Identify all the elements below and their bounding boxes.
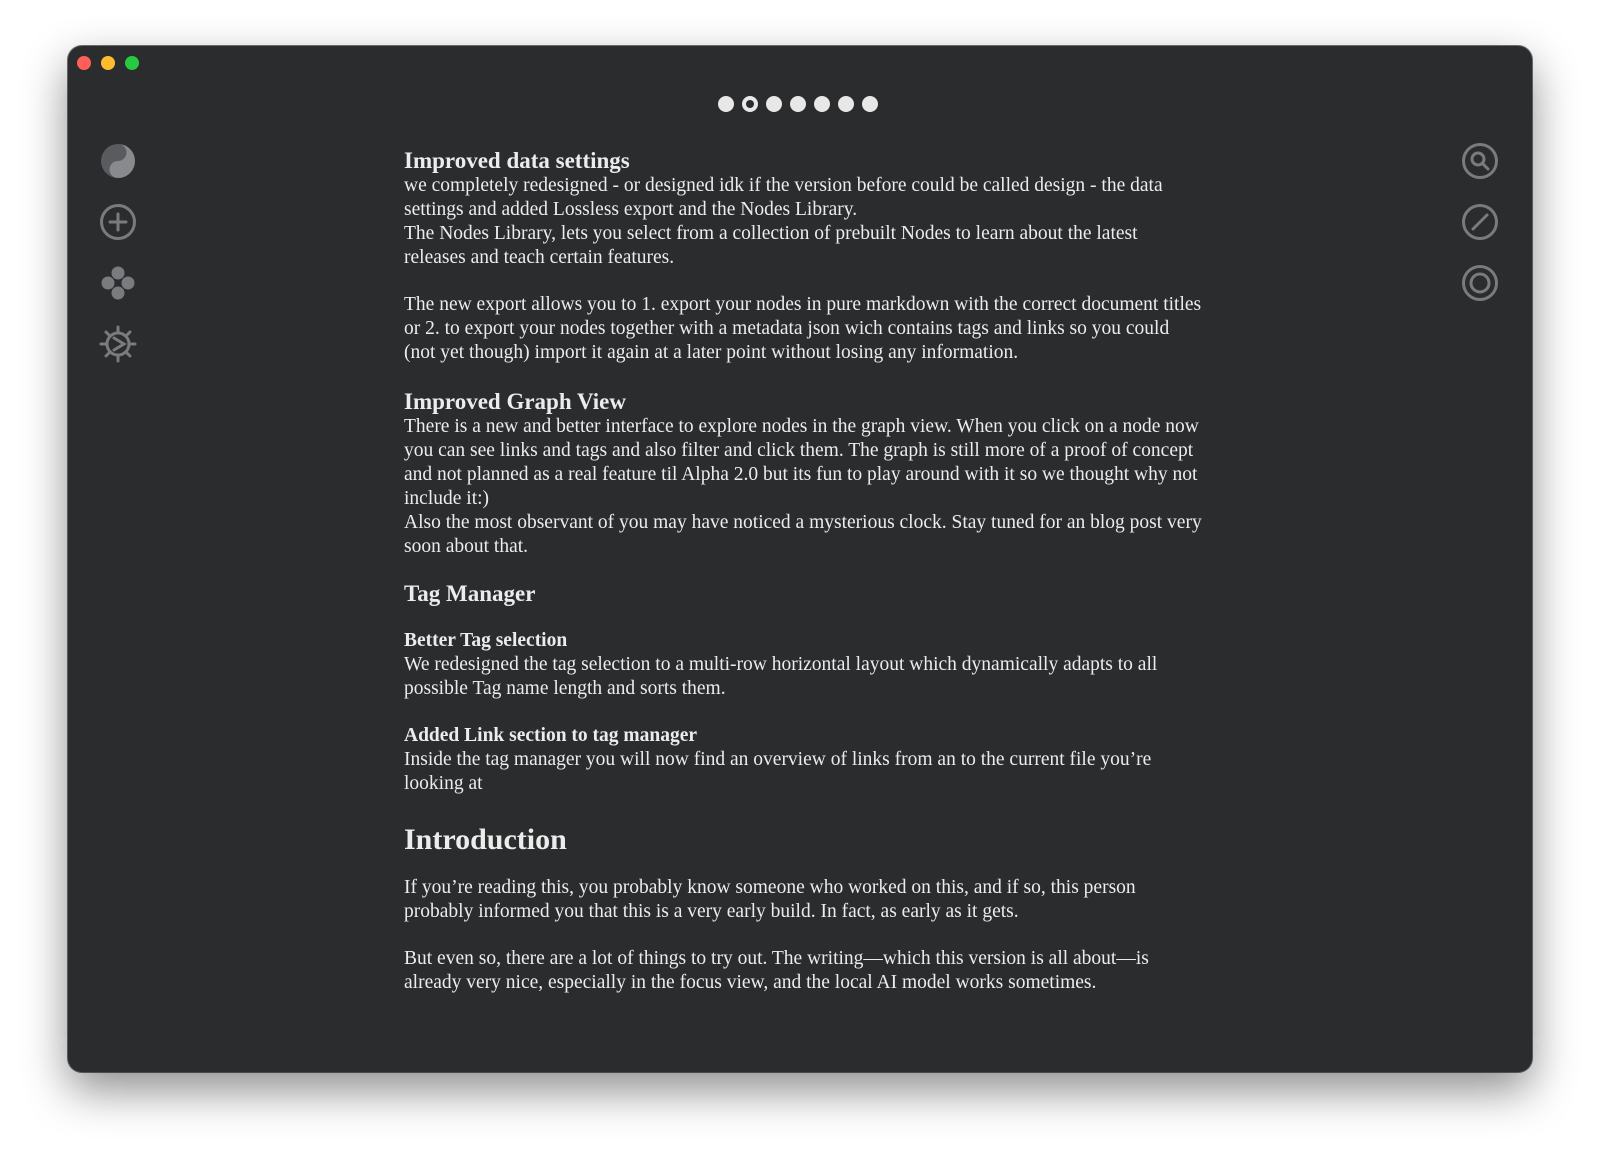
search-icon[interactable]	[1461, 142, 1499, 180]
app-window	[68, 46, 1532, 1072]
subheading-link-section: Added Link section to tag manager	[404, 725, 698, 746]
paragraph: we completely redesigned - or designed idk if the version before could be called design - the data settings and added Lossless export and the Nodes Library.	[404, 175, 1163, 220]
paragraph: The new export allows you to 1. export your nodes in pure markdown with the correct document titles or 2. to export your nodes together with a metadata json wich contains tags and links so you could (not yet though) import it again at a later point without losing any information.	[404, 294, 1202, 363]
page-dot-1[interactable]	[718, 96, 734, 112]
paragraph: Also the most observant of you may have noticed a mysterious clock. Stay tuned for an blog post very soon about that.	[404, 512, 1202, 557]
settings-icon[interactable]	[99, 325, 137, 363]
close-button[interactable]	[77, 56, 91, 70]
paragraph: Inside the tag manager you will now find an overview of links from an to the current file you’re looking at	[404, 749, 1152, 794]
theme-toggle-icon[interactable]	[99, 142, 137, 180]
heading-data-settings: Improved data settings	[404, 148, 630, 173]
edit-icon[interactable]	[1461, 203, 1499, 241]
paragraph: But even so, there are a lot of things to try out. The writing—which this version is all about—is already very nice, especially in the focus view, and the local AI model works sometimes.	[404, 948, 1149, 993]
subheading-tag-selection: Better Tag selection	[404, 630, 568, 651]
heading-graph-view: Improved Graph View	[404, 389, 626, 414]
page-indicator	[718, 96, 878, 112]
paragraph: The Nodes Library, lets you select from a collection of prebuilt Nodes to learn about the latest releases and teach certain features.	[404, 223, 1138, 268]
left-toolbar	[99, 142, 137, 363]
right-toolbar	[1461, 142, 1499, 302]
page-dot-4[interactable]	[790, 96, 806, 112]
minimize-button[interactable]	[101, 56, 115, 70]
paragraph: If you’re reading this, you probably know someone who worked on this, and if so, this person probably informed you that this is a very early build. In fact, as early as it gets.	[404, 877, 1136, 922]
page-dot-5[interactable]	[814, 96, 830, 112]
page-dot-3[interactable]	[766, 96, 782, 112]
paragraph: There is a new and better interface to explore nodes in the graph view. When you click on a node now you can see links and tags and also filter and click them. The graph is still more of a proof of concept and not planned as a real feature til Alpha 2.0 but its fun to play around with it so we thought why not include it:)	[404, 416, 1199, 509]
add-icon[interactable]	[99, 203, 137, 241]
heading-tag-manager: Tag Manager	[404, 581, 536, 606]
paragraph: We redesigned the tag selection to a multi-row horizontal layout which dynamically adapts to all possible Tag name length and sorts them.	[404, 654, 1158, 699]
page-dot-2-active[interactable]	[742, 96, 758, 112]
nodes-icon[interactable]	[99, 264, 137, 302]
focus-icon[interactable]	[1461, 264, 1499, 302]
page-dot-7[interactable]	[862, 96, 878, 112]
window-controls	[77, 56, 139, 70]
heading-introduction: Introduction	[404, 823, 567, 856]
zoom-button[interactable]	[125, 56, 139, 70]
page-dot-6[interactable]	[838, 96, 854, 112]
document-content[interactable]	[404, 148, 1204, 995]
